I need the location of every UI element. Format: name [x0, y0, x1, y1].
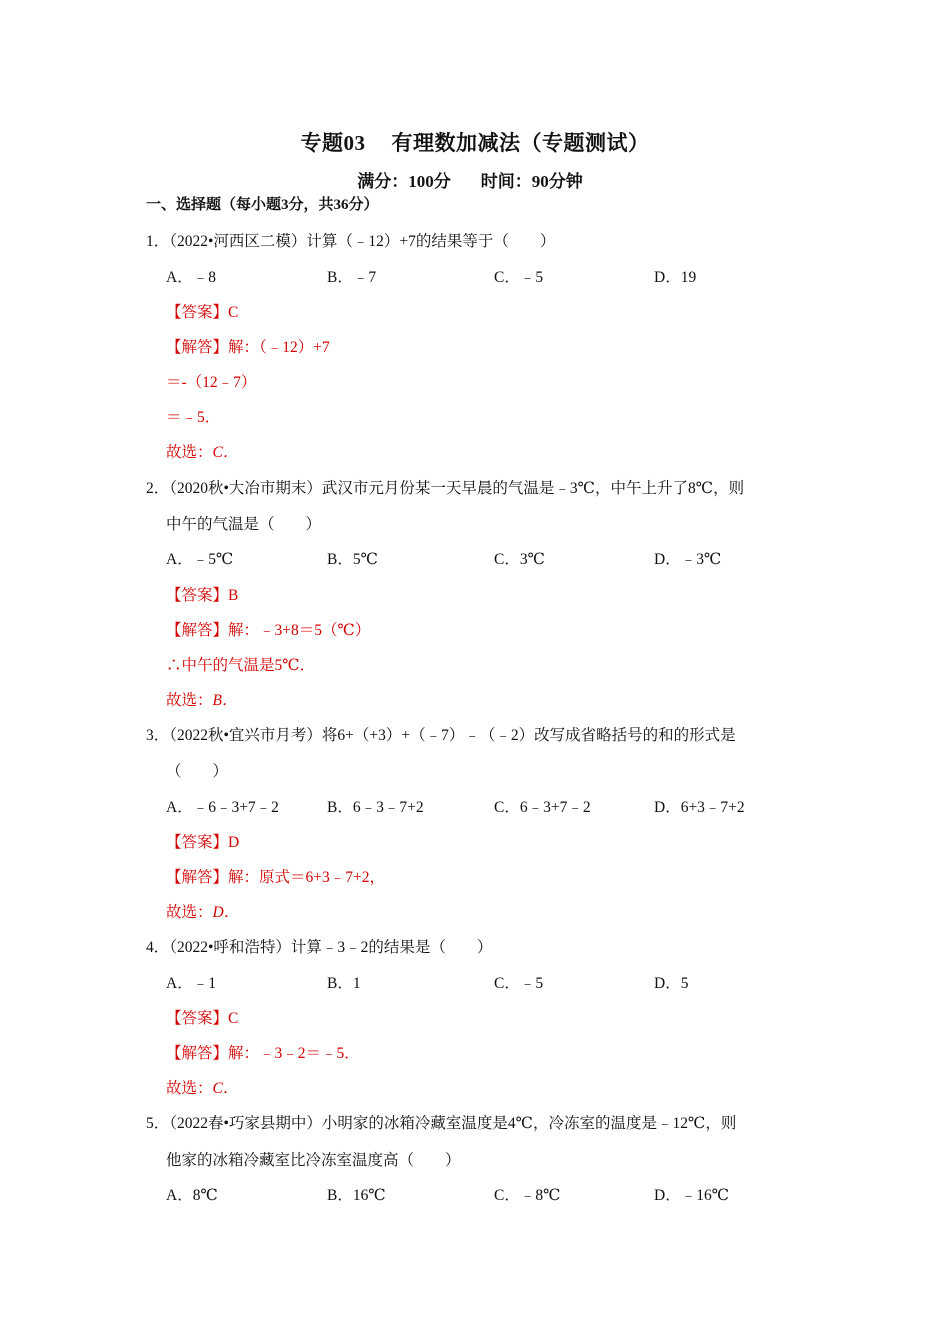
title-subject: 有理数加减法（专题测试）: [391, 131, 650, 155]
question-5-stem-continued: 他家的冰箱冷藏室比冷冻室温度高（ ）: [166, 1152, 461, 1169]
question-1-choice: [166, 440, 238, 462]
question-2-option-d: D．﹣3℃: [654, 551, 722, 568]
choice-letter: D．: [212, 904, 240, 921]
question-1-solution-line-3: ＝﹣5．: [166, 409, 221, 426]
question-1-option-a: A．﹣8: [166, 269, 216, 286]
choice-letter: C．: [212, 444, 239, 461]
question-2-option-b: B．5℃: [327, 551, 378, 568]
choice-letter: B．: [212, 692, 238, 709]
choice-prefix: 故选：: [166, 1080, 213, 1097]
question-2-stem-continued: 中午的气温是（ ）: [166, 516, 322, 533]
question-2-solution-line-2: ∴中午的气温是5℃．: [166, 657, 316, 674]
question-4-choice: [166, 1076, 238, 1098]
question-4-answer: 【答案】C: [166, 1010, 239, 1027]
question-2-option-a: A．﹣5℃: [166, 551, 234, 568]
question-2-stem: 2．（2020秋•大冶市期末）武汉市元月份某一天早晨的气温是﹣3℃，中午上升了8℃，则: [146, 480, 745, 497]
question-1-option-d: D．19: [654, 269, 697, 286]
question-3-option-c: C．6﹣3+7﹣2: [494, 799, 591, 816]
question-4-option-c: C．﹣5: [494, 975, 544, 992]
question-4-solution-line-1: 【解答】解：﹣3﹣2＝﹣5．: [166, 1045, 360, 1062]
question-3-answer: 【答案】D: [166, 834, 240, 851]
question-3-choice: [166, 900, 239, 922]
question-1-option-b: B．﹣7: [327, 269, 377, 286]
question-3-stem-continued: （ ）: [166, 763, 229, 780]
choice-prefix: 故选：: [166, 692, 213, 709]
question-3-option-a: A．﹣6﹣3+7﹣2: [166, 799, 279, 816]
question-2-solution-line-1: 【解答】解：﹣3+8＝5（℃）: [166, 622, 371, 639]
question-1-solution-line-2: ＝-（12﹣7）: [166, 374, 257, 391]
question-1-solution-line-1: 【解答】解：（﹣12）+7: [166, 339, 330, 356]
question-2-option-c: C．3℃: [494, 551, 545, 568]
question-4-option-b: B．1: [327, 975, 361, 992]
title-topic: 专题03: [300, 131, 366, 155]
question-3-solution-line-1: 【解答】解：原式＝6+3﹣7+2，: [166, 869, 385, 886]
choice-prefix: 故选：: [166, 444, 213, 461]
page-title: [0, 127, 950, 157]
question-2-choice: [166, 688, 237, 710]
choice-letter: C．: [212, 1080, 239, 1097]
time-limit: 时间：90分钟: [480, 172, 583, 191]
question-1-stem: 1．（2022•河西区二模）计算（﹣12）+7的结果等于（ ）: [146, 233, 556, 250]
question-5-option-c: C．﹣8℃: [494, 1187, 561, 1204]
full-score: 满分：100分: [357, 172, 451, 191]
question-3-stem: 3．（2022秋•宜兴市月考）将6+（+3）+（﹣7）﹣（﹣2）改写成省略括号的和的形式是: [146, 727, 736, 744]
question-1-answer: 【答案】C: [166, 304, 239, 321]
question-5-stem: 5．（2022春•巧家县期中）小明家的冰箱冷藏室温度是4℃，冷冻室的温度是﹣12℃，则: [146, 1115, 737, 1132]
question-5-option-a: A．8℃: [166, 1187, 218, 1204]
question-4-stem: 4．（2022•呼和浩特）计算﹣3﹣2的结果是（ ）: [146, 939, 493, 956]
question-4-option-d: D．5: [654, 975, 689, 992]
question-3-option-b: B．6﹣3﹣7+2: [327, 799, 424, 816]
choice-prefix: 故选：: [166, 904, 213, 921]
question-1-option-c: C．﹣5: [494, 269, 544, 286]
question-4-option-a: A．﹣1: [166, 975, 216, 992]
question-2-answer: 【答案】B: [166, 587, 239, 604]
question-5-option-d: D．﹣16℃: [654, 1187, 730, 1204]
section-heading: 一、选择题（每小题3分，共36分）: [146, 197, 379, 213]
question-3-option-d: D．6+3﹣7+2: [654, 799, 745, 816]
question-5-option-b: B．16℃: [327, 1187, 386, 1204]
exam-info: [0, 167, 940, 192]
